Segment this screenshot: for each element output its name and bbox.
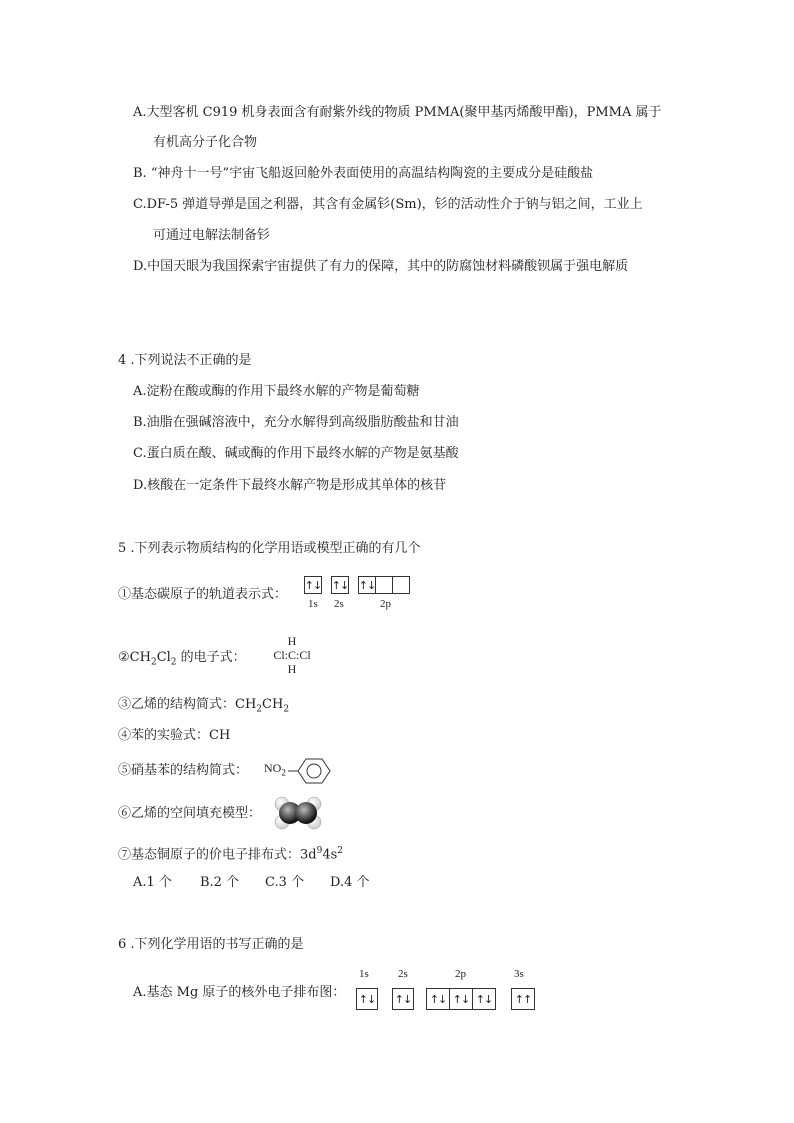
mg-orbital-1s xyxy=(356,988,377,1010)
mg-label-2p: 2p xyxy=(455,968,466,980)
orbital-box: ↑↓ xyxy=(304,576,322,594)
q4-stem: 4 .下列说法不正确的是 xyxy=(118,353,252,368)
nitro-group-label: $NO_2$ xyxy=(264,761,286,778)
q5-option-a: A.1 个 xyxy=(133,875,172,890)
q5-stem: 5 .下列表示物质结构的化学用语或模型正确的有几个 xyxy=(118,541,421,556)
orbital-box xyxy=(375,576,393,594)
q4-option-b: B.油脂在强碱溶液中，充分水解得到高级脂肪酸盐和甘油 xyxy=(133,415,459,430)
q6-stem: 6 .下列化学用语的书写正确的是 xyxy=(118,937,304,952)
q5-option-c: C.3 个 xyxy=(265,875,305,890)
q5-option-d: D.4 个 xyxy=(330,875,370,890)
carbon-orbital-diagram-2p xyxy=(358,576,409,594)
mg-orbital-2p xyxy=(426,988,495,1010)
q5-item3: ③乙烯的结构简式：$CH_2CH_2$ xyxy=(118,697,290,715)
ch2cl2-electron-formula: H Cl:C:Cl H xyxy=(273,634,311,676)
q5-item6: ⑥乙烯的空间填充模型： xyxy=(118,806,262,821)
mg-label-2s: 2s xyxy=(398,968,408,980)
q3-option-a-line1: A.大型客机 C919 机身表面含有耐紫外线的物质 PMMA(聚甲基丙烯酸甲酯)，PMMA 属于 xyxy=(133,105,662,120)
q6-option-a: A.基态 Mg 原子的核外电子排布图： xyxy=(133,985,346,1000)
mg-label-3s: 3s xyxy=(514,968,524,980)
orbital-label-2s: 2s xyxy=(334,598,344,610)
q4-option-c: C.蛋白质在酸、碱或酶的作用下最终水解的产物是氨基酸 xyxy=(133,446,459,461)
q4-option-d: D.核酸在一定条件下最终水解产物是形成其单体的核苷 xyxy=(133,478,447,493)
orbital-box: ↑↓ xyxy=(331,576,349,594)
orbital-box: ↑↓ xyxy=(472,988,496,1010)
q5-item1: ①基态碳原子的轨道表示式： xyxy=(118,587,288,602)
benzene-ring-icon xyxy=(288,756,340,786)
ethylene-space-filling-model-icon xyxy=(272,795,324,831)
orbital-box xyxy=(392,576,410,594)
orbital-label-1s: 1s xyxy=(308,598,318,610)
q5-option-b: B.2 个 xyxy=(200,875,240,890)
orbital-box: ↑↑ xyxy=(511,988,535,1010)
mg-label-1s: 1s xyxy=(359,968,369,980)
carbon-orbital-diagram-2s xyxy=(331,576,348,594)
orbital-label-2p: 2p xyxy=(380,598,391,610)
q3-option-c-line1: C.DF-5 弹道导弹是国之利器，其含有金属钐(Sm)，钐的活动性介于钠与铝之间，工业上 xyxy=(133,197,643,212)
mg-orbital-3s xyxy=(511,988,534,1010)
q5-item4: ④苯的实验式：CH xyxy=(118,728,231,743)
q3-option-c-line2: 可通过电解法制备钐 xyxy=(153,228,271,243)
q5-item2: $②CH_2Cl_2$ 的电子式： xyxy=(118,650,246,668)
orbital-box: ↑↓ xyxy=(392,988,414,1010)
carbon-orbital-diagram-1s xyxy=(304,576,321,594)
orbital-box: ↑↓ xyxy=(449,988,473,1010)
orbital-box: ↑↓ xyxy=(358,576,376,594)
orbital-box: ↑↓ xyxy=(426,988,450,1010)
q3-option-d: D.中国天眼为我国探索宇宙提供了有力的保障，其中的防腐蚀材料磷酸钡属于强电解质 xyxy=(133,259,629,274)
q3-option-b: B. “神舟十一号”宇宙飞船返回舱外表面使用的高温结构陶瓷的主要成分是硅酸盐 xyxy=(133,166,594,181)
q4-option-a: A.淀粉在酸或酶的作用下最终水解的产物是葡萄糖 xyxy=(133,384,420,399)
orbital-box: ↑↓ xyxy=(356,988,378,1010)
q3-option-a-line2: 有机高分子化合物 xyxy=(153,135,258,150)
q5-item5: ⑤硝基苯的结构简式： xyxy=(118,763,249,778)
q5-item7: ⑦基态铜原子的价电子排布式：$3d^94s^2$ xyxy=(118,846,344,863)
mg-orbital-2s xyxy=(392,988,413,1010)
